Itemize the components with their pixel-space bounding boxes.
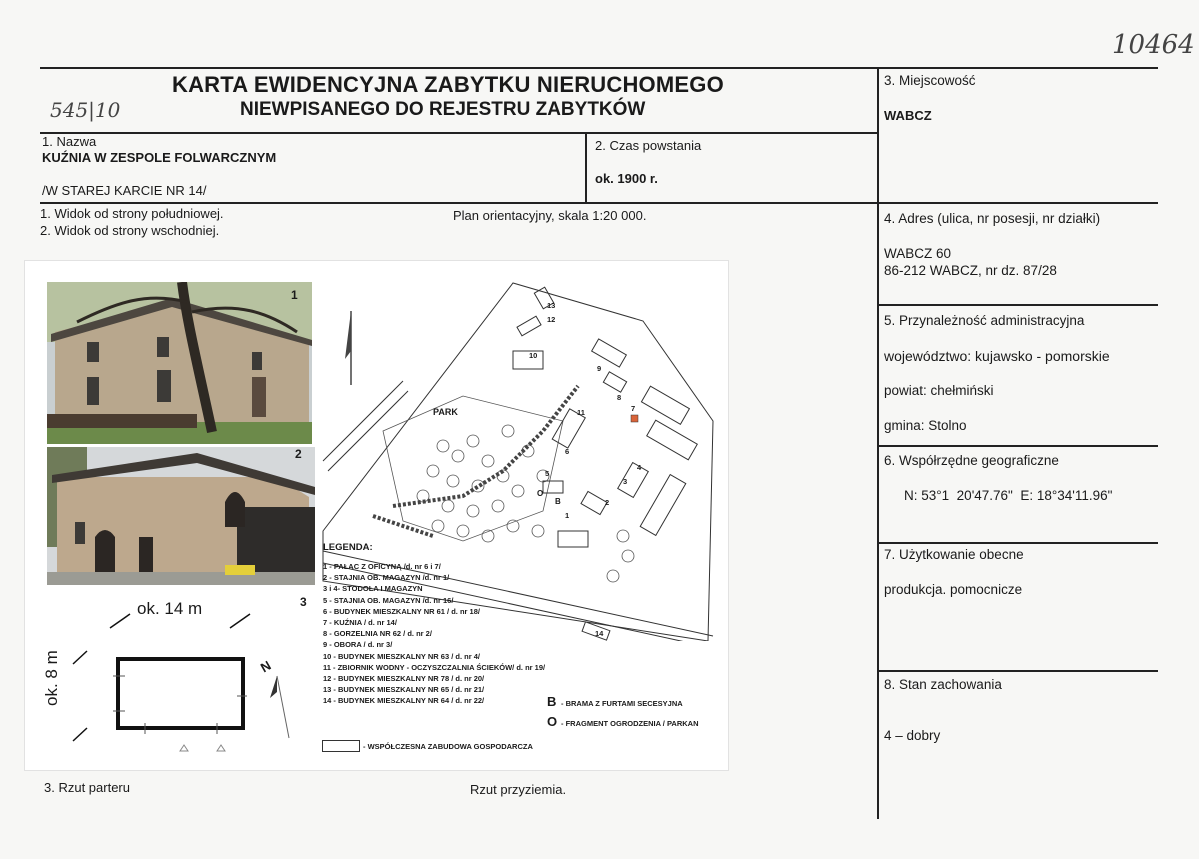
frame-right-5-top [878, 304, 1158, 306]
wspolrzedne-label: 6. Współrzędne geograficzne [884, 453, 1059, 468]
rzut-parteru-caption: 3. Rzut parteru [44, 780, 130, 795]
legend-box-text: - WSPÓŁCZESNA ZABUDOWA GOSPODARCZA [363, 742, 533, 751]
map-number-2: 2 [605, 498, 610, 507]
map-number-4: 4 [637, 463, 642, 472]
miejscowosc-label: 3. Miejscowość [884, 73, 976, 88]
frame-right-7-top [878, 542, 1158, 544]
legend-item: 11 - ZBIORNIK WODNY - OCZYSZCZALNIA ŚCIEKÓW/ d. nr 19/ [323, 662, 546, 672]
map-number-7: 7 [631, 404, 636, 413]
nazwa-note: /W STAREJ KARCIE NR 14/ [42, 183, 207, 198]
legend-item: 1 - PAŁAC Z OFICYNĄ /d. nr 6 i 7/ [323, 562, 441, 571]
legend-b-text: - BRAMA Z FURTAMI SECESYJNA [561, 699, 683, 708]
widok1-caption: 1. Widok od strony południowej. [40, 206, 224, 221]
map-number-10: 10 [529, 351, 538, 360]
adres-line2: 86-212 WABCZ, nr dz. 87/28 [884, 263, 1057, 278]
map-number-3: 3 [623, 477, 628, 486]
widok2-caption: 2. Widok od strony wschodniej. [40, 223, 220, 238]
frame-czas-divider [585, 132, 587, 202]
stan-label: 8. Stan zachowania [884, 677, 1002, 692]
legend-item: 9 - OBORA / d. nr 3/ [323, 640, 393, 650]
rzut-przyziemia-caption: Rzut przyziemia. [470, 782, 567, 797]
legend-list [323, 561, 545, 707]
north-label: N [257, 657, 274, 676]
handwritten-inventory-number: 10464 [1112, 30, 1195, 60]
legend-o-key: O [547, 714, 558, 729]
map-number-14: 14 [595, 629, 604, 638]
map-number-6: 6 [565, 447, 570, 456]
legend-title: LEGENDA: [323, 542, 373, 553]
adres-line1: WABCZ 60 [884, 246, 952, 261]
depth-dimension-label: ok. 8 m [42, 650, 61, 706]
plan-caption: Plan orientacyjny, skala 1:20 000. [453, 208, 647, 223]
map-number-11: 11 [577, 408, 585, 417]
photo2-number: 2 [295, 447, 302, 461]
legend-o-text: - FRAGMENT OGRODZENIA / PARKAN [561, 719, 699, 728]
stan-value: 4 – dobry [884, 728, 941, 743]
map-letter-o: O [537, 489, 544, 498]
frame-right-6-top [878, 445, 1158, 447]
powiat-value: powiat: chełmiński [884, 383, 994, 398]
legend-b-key: B [547, 694, 557, 709]
map-number-5: 5 [545, 469, 550, 478]
wojewodztwo-value: województwo: kujawsko - pomorskie [884, 348, 1110, 364]
wspolrzedne-value: N: 53°1 20'47.76" E: 18°34'11.96" [904, 488, 1113, 503]
czas-value: ok. 1900 r. [595, 171, 658, 186]
legend-item: 7 - KUŹNIA / d. nr 14/ [323, 618, 397, 628]
legend-item: 6 - BUDYNEK MIESZKALNY NR 61 / d. nr 18/ [323, 606, 480, 616]
photo-east-view [47, 447, 315, 585]
figure-panel [24, 260, 729, 771]
plan-number: 3 [300, 595, 307, 609]
photo-south-view [47, 282, 312, 444]
legend-box-swatch [322, 740, 360, 752]
legend-item: 10 - BUDYNEK MIESZKALNY NR 63 / d. nr 4/ [323, 651, 480, 661]
map-number-8: 8 [617, 393, 622, 402]
legend-item: 13 - BUDYNEK MIESZKALNY NR 65 / d. nr 21/ [323, 685, 485, 695]
map-number-12: 12 [547, 315, 556, 324]
frame-right-8-top [878, 670, 1158, 672]
frame-right-divider [877, 67, 879, 819]
map-number-1: 1 [565, 511, 570, 520]
map-park-label: PARK [433, 407, 458, 417]
nazwa-label: 1. Nazwa [42, 134, 97, 149]
adres-label: 4. Adres (ulica, nr posesji, nr działki) [884, 211, 1101, 226]
frame-row2-bottom [40, 202, 1158, 204]
gmina-value: gmina: Stolno [884, 418, 967, 433]
card-title: KARTA EWIDENCYJNA ZABYTKU NIERUCHOMEGO [172, 72, 724, 97]
czas-label: 2. Czas powstania [595, 138, 702, 153]
uzytkowanie-value: produkcja. pomocnicze [884, 582, 1023, 597]
map-number-9: 9 [597, 364, 602, 373]
handwritten-file-number: 545|10 [50, 98, 121, 122]
uzytkowanie-label: 7. Użytkowanie obecne [884, 547, 1024, 562]
floor-plan-drawing [65, 606, 305, 756]
legend-item: 12 - BUDYNEK MIESZKALNY NR 78 / d. nr 20/ [323, 674, 485, 684]
map-number-13: 13 [547, 301, 556, 310]
nazwa-value: KUŹNIA W ZESPOLE FOLWARCZNYM [42, 150, 277, 165]
legend-item: 3 i 4- STODOŁA I MAGAZYN [323, 584, 423, 594]
frame-top-line [40, 67, 1158, 69]
przynaleznosc-label: 5. Przynależność administracyjna [884, 313, 1085, 328]
legend-item: 8 - GORZELNIA NR 62 / d. nr 2/ [323, 629, 432, 639]
legend-item: 14 - BUDYNEK MIESZKALNY NR 64 / d. nr 22/ [323, 696, 485, 706]
frame-title-bottom [40, 132, 878, 134]
map-letter-b: B [555, 497, 561, 506]
legend-item: 5 - STAJNIA OB. MAGAZYN /d. nr 16/ [323, 595, 454, 605]
legend-item: 2 - STAJNIA OB. MAGAZYN /d. nr 1/ [323, 573, 450, 583]
miejscowosc-value: WABCZ [884, 108, 932, 123]
width-dimension-label: ok. 14 m [137, 599, 203, 618]
photo1-number: 1 [291, 288, 298, 302]
card-subtitle: NIEWPISANEGO DO REJESTRU ZABYTKÓW [240, 99, 646, 120]
